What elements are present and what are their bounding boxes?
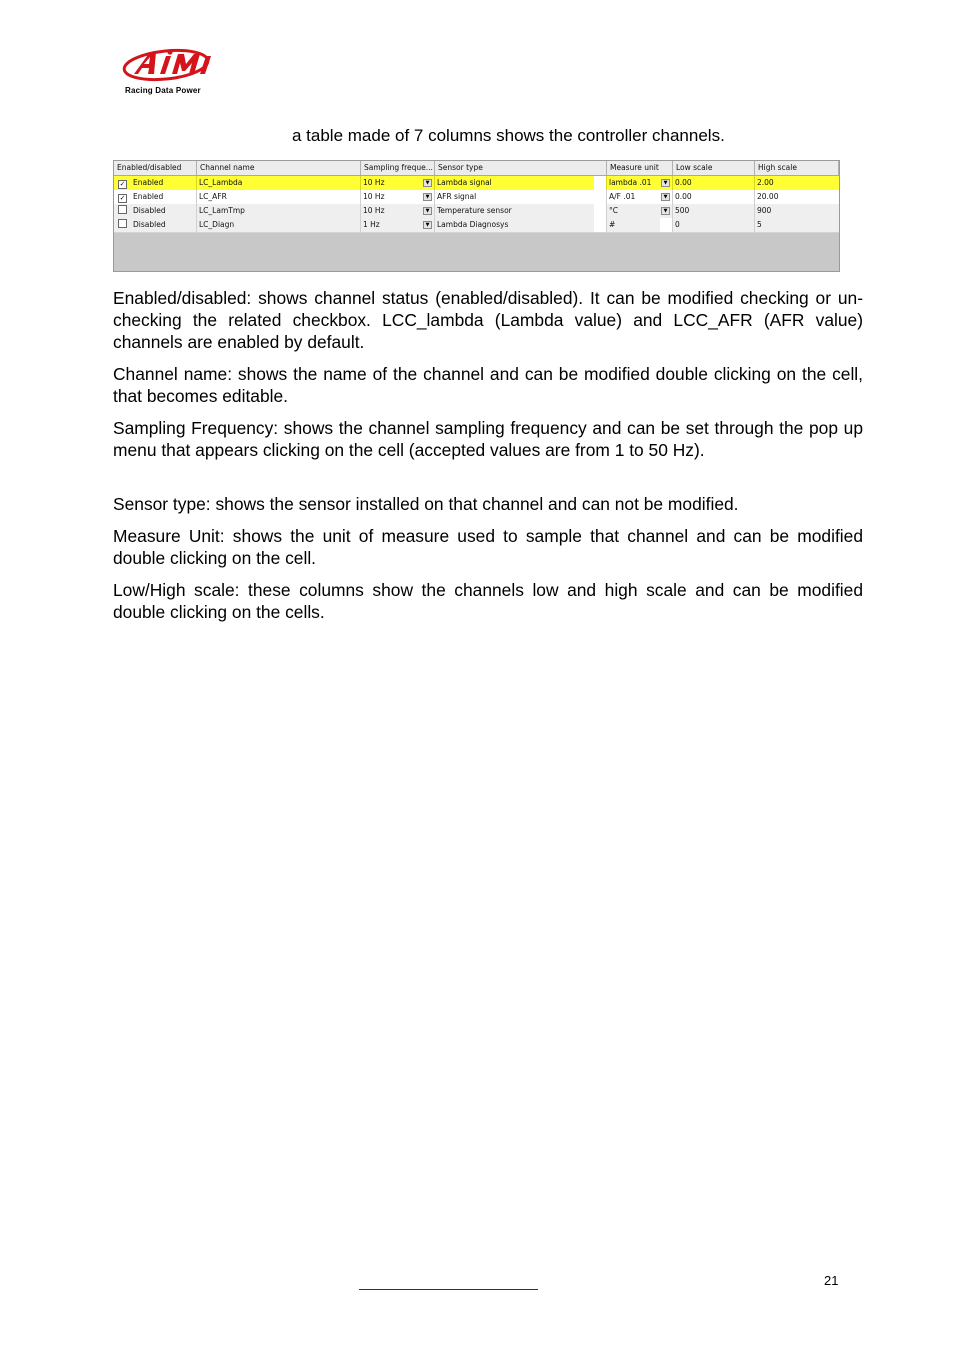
status-cell[interactable] [114,204,197,218]
sampling-frequency-cell[interactable] [361,204,435,218]
paragraph-low-high-scale: Low/High scale: these columns show the channels low and high scale and can be modified double clicking on the cells. [113,580,863,622]
measure-unit-cell[interactable] [607,190,673,204]
paragraph-sensor-type: Sensor type: shows the sensor installed on that channel and can not be modified. [113,494,739,514]
disabled-checkbox[interactable] [118,219,127,228]
frequency-value: 10 Hz [363,206,385,215]
sampling-frequency-cell[interactable] [361,190,435,204]
sensor-value: Lambda Diagnosys [437,220,509,229]
dropdown-arrow-icon[interactable]: ▼ [661,207,670,215]
paragraph-enabled-disabled: Enabled/disabled: shows channel status (enabled/disabled). It can be modified checking or un-checking the related checkbox. LCC_lambda (Lambda value) and LCC_AFR (AFR value) channels are enabled by default. [113,288,863,352]
low-scale-cell[interactable]: 0.00 [673,190,755,204]
dropdown-arrow-icon[interactable]: ▼ [661,179,670,187]
table-row[interactable] [114,190,839,205]
high-scale-cell[interactable]: 900 [757,206,772,215]
measure-unit-cell[interactable] [607,204,673,218]
channels-table [113,160,840,272]
page-number: 21 [824,1273,839,1288]
footer-link[interactable] [359,1289,538,1290]
status-cell[interactable] [114,190,197,204]
dropdown-arrow-icon[interactable]: ▼ [423,221,432,229]
paragraph-measure-unit: Measure Unit: shows the unit of measure used to sample that channel and can be modified double clicking on the cell. [113,526,863,568]
table-row[interactable] [114,176,839,191]
high-scale-cell[interactable]: 2.00 [757,178,774,187]
column-header[interactable]: Sensor type [435,161,607,175]
measure-unit-cell[interactable] [607,176,673,190]
column-header[interactable]: Low scale [673,161,755,175]
unit-value: # [609,220,616,229]
measure-unit-cell[interactable] [607,218,673,232]
channel-name-cell[interactable]: LC_LamTmp [197,204,361,218]
dropdown-arrow-icon[interactable]: ▼ [423,179,432,187]
channel-name-cell[interactable]: LC_Diagn [197,218,361,232]
sampling-frequency-cell[interactable] [361,176,435,190]
table-row[interactable] [114,218,839,233]
status-label: Enabled [133,178,164,187]
dropdown-arrow-icon[interactable]: ▼ [423,207,432,215]
enabled-checkbox[interactable]: ✓ [119,194,126,202]
column-header[interactable]: Measure unit [607,161,673,175]
intro-text: a table made of 7 columns shows the controller channels. [292,126,725,145]
high-scale-cell[interactable]: 20.00 [757,192,779,201]
channel-name-cell[interactable]: LC_Lambda [197,176,361,190]
enabled-checkbox[interactable]: ✓ [119,180,126,188]
low-scale-cell[interactable]: 500 [673,204,755,218]
paragraph-sampling-frequency: Sampling Frequency: shows the channel sampling frequency and can be set through the pop up menu that appears clicking on the cell (accepted values are from 1 to 50 Hz). [113,418,863,460]
sensor-type-cell [435,204,607,218]
status-cell[interactable] [114,218,197,232]
frequency-value: 10 Hz [363,192,385,201]
disabled-checkbox[interactable] [118,205,127,214]
status-cell[interactable] [114,176,197,190]
sensor-type-cell [435,176,607,190]
unit-value: °C [609,206,618,215]
high-scale-cell[interactable]: 5 [757,220,762,229]
status-label: Disabled [133,220,166,229]
sensor-type-cell [435,218,607,232]
column-header[interactable]: Enabled/disabled [114,161,197,175]
aim-logo-mark [120,44,220,84]
unit-value: A/F .01 [609,192,636,201]
status-label: Disabled [133,206,166,215]
status-label: Enabled [133,192,164,201]
low-scale-cell[interactable]: 0 [673,218,755,232]
unit-value: lambda .01 [609,178,652,187]
logo-tagline: Racing Data Power [125,86,201,95]
low-scale-cell[interactable]: 0.00 [673,176,755,190]
column-header[interactable]: Sampling freque... [361,161,435,175]
sensor-value: Temperature sensor [437,206,512,215]
dropdown-arrow-icon[interactable]: ▼ [661,193,670,201]
column-header[interactable]: Channel name [197,161,361,175]
frequency-value: 10 Hz [363,178,385,187]
table-row[interactable] [114,204,839,219]
sensor-type-cell: AFR signal [435,190,607,204]
sampling-frequency-cell[interactable] [361,218,435,232]
paragraph-channel-name: Channel name: shows the name of the channel and can be modified double clicking on the cell, that becomes editable. [113,364,863,406]
dropdown-arrow-icon[interactable]: ▼ [423,193,432,201]
frequency-value: 1 Hz [363,220,380,229]
column-header[interactable]: High scale [755,161,839,175]
table-header [114,161,839,176]
channel-name-cell[interactable]: LC_AFR [197,190,361,204]
sensor-value: Lambda signal [437,178,492,187]
